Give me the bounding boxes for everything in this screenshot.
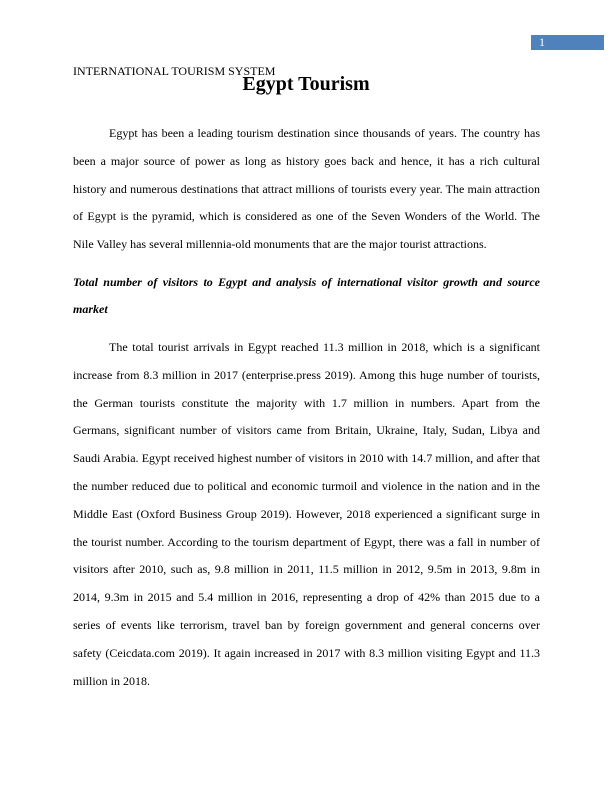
- intro-section: [73, 120, 540, 259]
- section-heading: Total number of visitors to Egypt and analysis of international visitor growth and source market: [73, 275, 540, 316]
- visitors-paragraph: The total tourist arrivals in Egypt reached 11.3 million in 2018, which is a significant increase from 8.3 million in 2017 (enterprise.press 2019). Among this huge number of tourists, the German tourists constitute the majority with 1.7 million in numbers. Apart from the Germans, significant number of visitors came from Britain, Ukraine, Italy, Sudan, Libya and Saudi Arabia. Egypt received highest number of visitors in 2010 with 14.7 million, and after that the number reduced due to political and economic turmoil and violence in the nation and in the Middle East (Oxford Business Group 2019). However, 2018 experienced a significant surge in the tourist number. According to the tourism department of Egypt, there was a fall in number of visitors after 2010, such as, 9.8 million in 2011, 11.5 million in 2012, 9.5m in 2013, 9.8m in 2014, 9.3m in 2015 and 5.4 million in 2016, representing a drop of 42% than 2015 due to a series of events like terrorism, travel ban by foreign government and general concerns over safety (Ceicdata.com 2019). It again increased in 2017 with 8.3 million visiting Egypt and 11.3 million in 2018.: [73, 340, 540, 688]
- page-number: 1: [539, 35, 545, 49]
- page-number-box: [531, 35, 604, 50]
- document-title: Egypt Tourism: [242, 73, 370, 95]
- intro-paragraph: Egypt has been a leading tourism destination since thousands of years. The country has been a major source of power as long as history goes back and hence, it has a rich cultural history and numerous destinations that attract millions of tourists every year. The main attraction of Egypt is the pyramid, which is considered as one of the Seven Wonders of the World. The Nile Valley has several millennia-old monuments that are the major tourist attractions.: [73, 126, 540, 252]
- visitors-section: [73, 334, 540, 695]
- running-head: INTERNATIONAL TOURISM SYSTEM: [73, 64, 276, 78]
